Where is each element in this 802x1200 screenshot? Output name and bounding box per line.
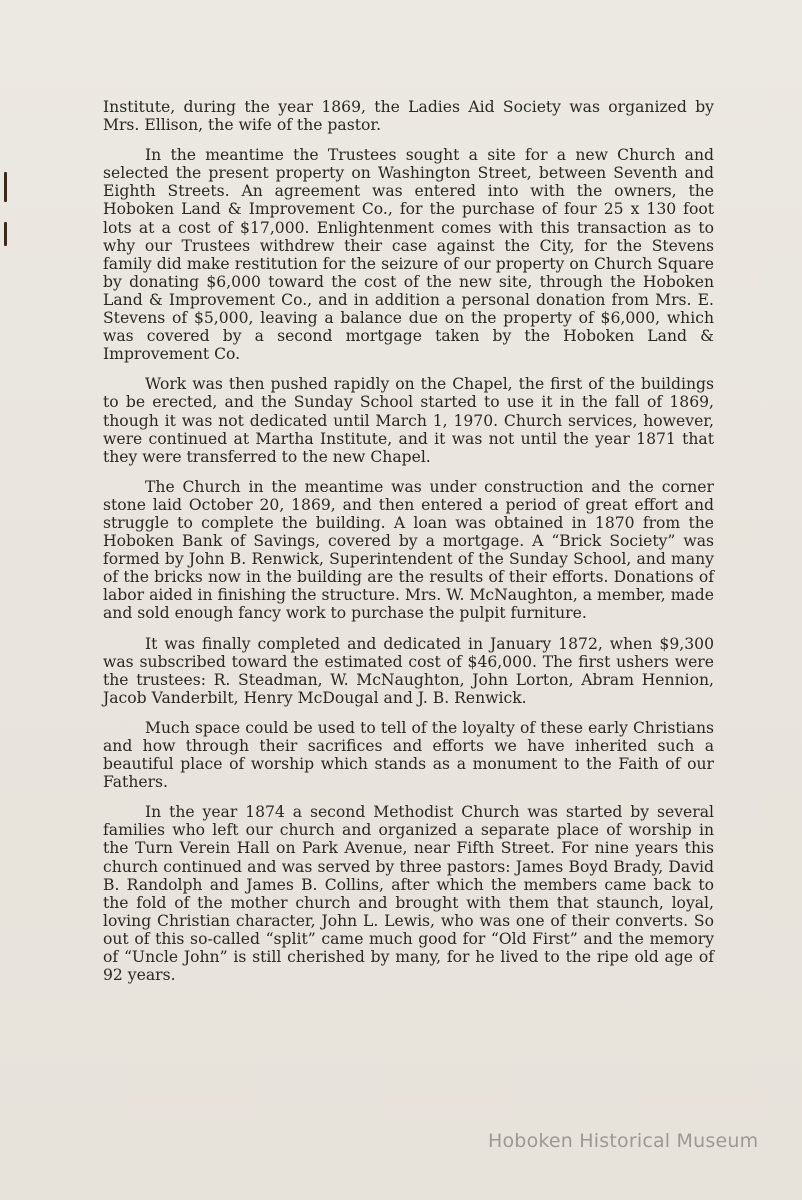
paragraph-new-site: In the meantime the Trustees sought a site for a new Church and selected the present property on Washington Street, between Seventh and Eighth Streets. An agreement was entered into with the owners, the Hoboken Land & Improvement Co., for the purchase of four 25 x 130 foot lots at a cost of $17,000. Enlightenment comes with this transaction as to why our Trustees withdrew their case against the City, for the Stevens family did make restitution for the seizure of our property on Church Square by donating $6,000 toward the cost of the new site, through the Hoboken Land & Improvement Co., and in addition a personal donation from Mrs. E. Stevens of $5,000, leaving a balance due on the property of $6,000, which was covered by a second mortgage taken by the Hoboken Land & Improvement Co. — [103, 146, 714, 364]
paragraph-chapel: Work was then pushed rapidly on the Chapel, the first of the buildings to be erected, and the Sunday School started to use it in the fall of 1869, though it was not dedicated until March 1, 1970. Church services, however, were continued at Martha Institute, and it was not until the year 1871 that they were transferred to the new Chapel. — [103, 375, 714, 466]
paragraph-ladies-aid: Institute, during the year 1869, the Ladies Aid Society was organized by Mrs. Ellison, the wife of the pastor. — [103, 98, 714, 135]
binding-mark-lower — [4, 222, 7, 246]
article-body — [103, 98, 714, 996]
paragraph-dedication: It was finally completed and dedicated in January 1872, when $9,300 was subscribed toward the estimated cost of $46,000. The first ushers were the trustees: R. Steadman, W. McNaughton, John Lorton, Abram Hennion, Jacob Vanderbilt, Henry McDougal and J. B. Renwick. — [103, 634, 714, 707]
paragraph-loyalty: Much space could be used to tell of the loyalty of these early Christians and how through their sacrifices and efforts we have inherited such a beautiful place of worship which stands as a monument to the Faith of our Fathers. — [103, 718, 714, 792]
paragraph-construction: The Church in the meantime was under construction and the corner stone laid October 20, 1869, and then entered a period of great effort and struggle to complete the building. A loan was obtained in 1870 from the Hoboken Bank of Savings, covered by a mortgage. A “Brick Society” was formed by John B. Renwick, Superintendent of the Sunday School, and many of the bricks now in the building are the results of their efforts. Donations of labor aided in finishing the structure. Mrs. W. McNaughton, a member, made and sold enough fancy work to purchase the pulpit furniture. — [103, 477, 714, 623]
museum-watermark: Hoboken Historical Museum — [488, 1130, 759, 1152]
paragraph-second-church: In the year 1874 a second Methodist Church was started by several families who left our church and organized a separate place of worship in the Turn Verein Hall on Park Avenue, near Fifth Street. For nine years this church continued and was served by three pastors: James Boyd Brady, David B. Randolph and James B. Collins, after which the members came back to the fold of the mother church and brought with them that staunch, loyal, loving Christian character, John L. Lewis, who was one of their converts. So out of this so-called “split” came much good for “Old First” and the memory of “Uncle John” is still cherished by many, for he lived to the ripe old age of 92 years. — [103, 803, 714, 985]
binding-mark-upper — [4, 172, 7, 202]
